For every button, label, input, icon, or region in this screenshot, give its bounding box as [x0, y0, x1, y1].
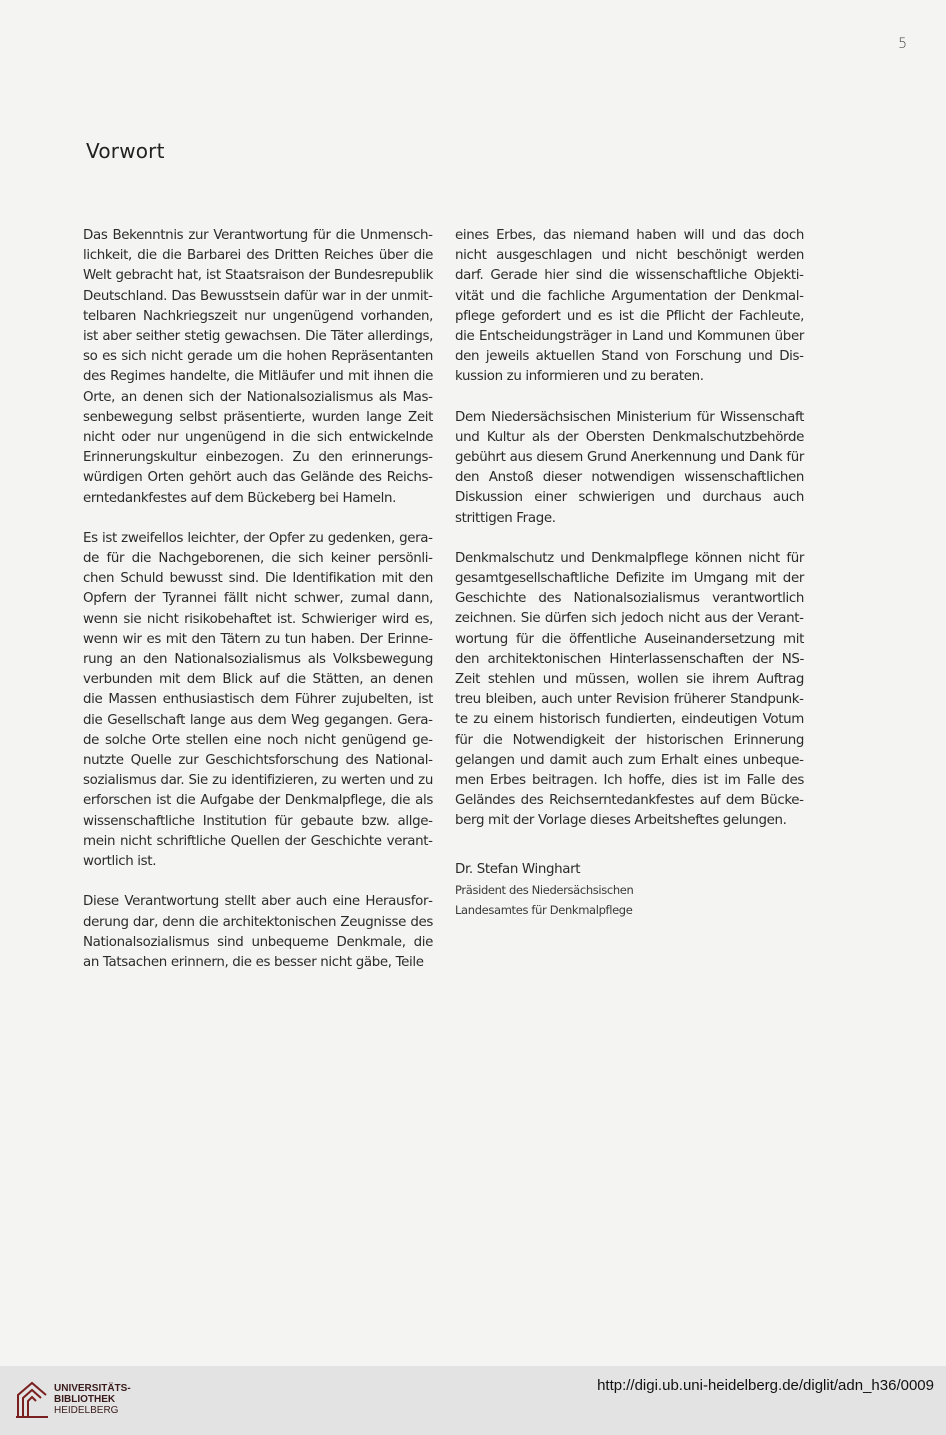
right-column — [455, 226, 804, 920]
signature-role: Präsident des Niedersächsischen — [455, 882, 634, 897]
library-name-line: BIBLIOTHEK — [54, 1394, 116, 1405]
left-column — [83, 226, 433, 993]
paragraph: eines Erbes, das niemand haben will und das doch nicht ausgeschlagen und nicht beschönigt werden darf. Gerade hier sind die wissenschaftliche Objektivität und die fachliche Argumentation der Denkmalpflege gefordert und es ist die Pflicht der Fachleute, die Entscheidungsträger in Land und Kommunen über den jeweils aktuellen Stand von Forschung und Diskussion zu informieren und zu beraten. — [455, 228, 804, 385]
library-name-line: HEIDELBERG — [54, 1405, 119, 1416]
page-title: Vorwort — [86, 139, 165, 163]
source-url-link[interactable]: http://digi.ub.uni-heidelberg.de/diglit/adn_h36/0009 — [597, 1377, 934, 1394]
page-number: 5 — [898, 36, 907, 52]
paragraph: Es ist zweifellos leichter, der Opfer zu gedenken, gerade für die Nachgeborenen, die sich keiner persönlichen Schuld bewusst sind. Die Identifikation mit den Opfern der Tyrannei fällt nicht schwer, zumal dann, wenn sie nicht risikobehaftet ist. Schwieriger wird es, wenn wir es mit den Tätern zu tun haben. Der Erinnerung an den Nationalsozialismus als Volksbewegung verbunden mit dem Blick auf die Stätten, an denen die Massen enthusiastisch dem Führer zujubelten, ist die Gesellschaft lange aus dem Weg gegangen. Gerade solche Orte stellen eine noch nicht genügend genutzte Quelle zur Geschichtsforschung des Nationalsozialismus dar. Sie zu identifizieren, zu werten und zu erforschen ist die Aufgabe der Denkmalpflege, die als wissenschaftliche Institution für gebaute bzw. allgemein nicht schriftliche Quellen der Geschichte verantwortlich ist. — [83, 530, 433, 870]
signature-role: Landesamtes für Denkmalpflege — [455, 902, 633, 917]
library-name — [54, 1383, 131, 1416]
ub-heidelberg-logo-icon — [12, 1377, 52, 1421]
signature-name: Dr. Stefan Winghart — [455, 861, 581, 877]
library-name-line: UNIVERSITÄTS- — [54, 1383, 131, 1394]
paragraph: Dem Niedersächsischen Ministerium für Wissenschaft und Kultur als der Obersten Denkmalschutzbehörde gebührt aus diesem Grund Anerkennung und Dank für den Anstoß dieser notwendigen wissenschaftlichen Diskussion einer schwierigen und durchaus auch strittigen Frage. — [455, 409, 804, 526]
signature-block — [455, 860, 804, 920]
paragraph: Diese Verantwortung stellt aber auch eine Herausforderung dar, denn die architektonischen Zeugnisse des Nationalsozialismus sind unbequeme Denkmale, die an Tatsachen erinnern, die es besser nicht gäbe, Teile — [83, 894, 433, 970]
paragraph: Denkmalschutz und Denkmalpflege können nicht für gesamtgesellschaftliche Defizite im Umgang mit der Geschichte des Nationalsozialismus verantwortlich zeichnen. Sie dürfen sich jedoch nicht aus der Verantwortung für die öffentliche Auseinandersetzung mit den architektonischen Hinterlassenschaften der NS-Zeit stehlen und müssen, wollen sie ihrem Auftrag treu bleiben, auch unter Revision früherer Standpunkte zu einem historisch fundierten, eindeutigen Votum für die Notwendigkeit der historischen Erinnerung gelangen und damit auch zum Erhalt eines unbequemen Erbes beitragen. Ich hoffe, dies ist im Falle des Geländes des Reichserntedankfestes auf dem Bückeberg mit der Vorlage dieses Arbeitsheftes gelungen. — [455, 550, 804, 829]
footer-bar — [0, 1366, 946, 1435]
paragraph: Das Bekenntnis zur Verantwortung für die Unmenschlichkeit, die die Barbarei des Dritten Reiches über die Welt gebracht hat, ist Staatsraison der Bundesrepublik Deutschland. Das Bewusstsein dafür war in der unmittelbaren Nachkriegszeit nur ungenügend vorhanden, ist aber seither stetig gewachsen. Die Täter allerdings, so es sich nicht gerade um die hohen Repräsentanten des Regimes handelte, die Mitläufer und mit ihnen die Orte, an denen sich der Nationalsozialismus als Massenbewegung selbst präsentierte, wurden lange Zeit nicht oder nur ungenügend in die sich entwickelnde Erinnerungskultur einbezogen. Zu den erinnerungswürdigen Orten gehört auch das Gelände des Reichserntedankfestes auf dem Bückeberg bei Hameln. — [83, 228, 433, 506]
